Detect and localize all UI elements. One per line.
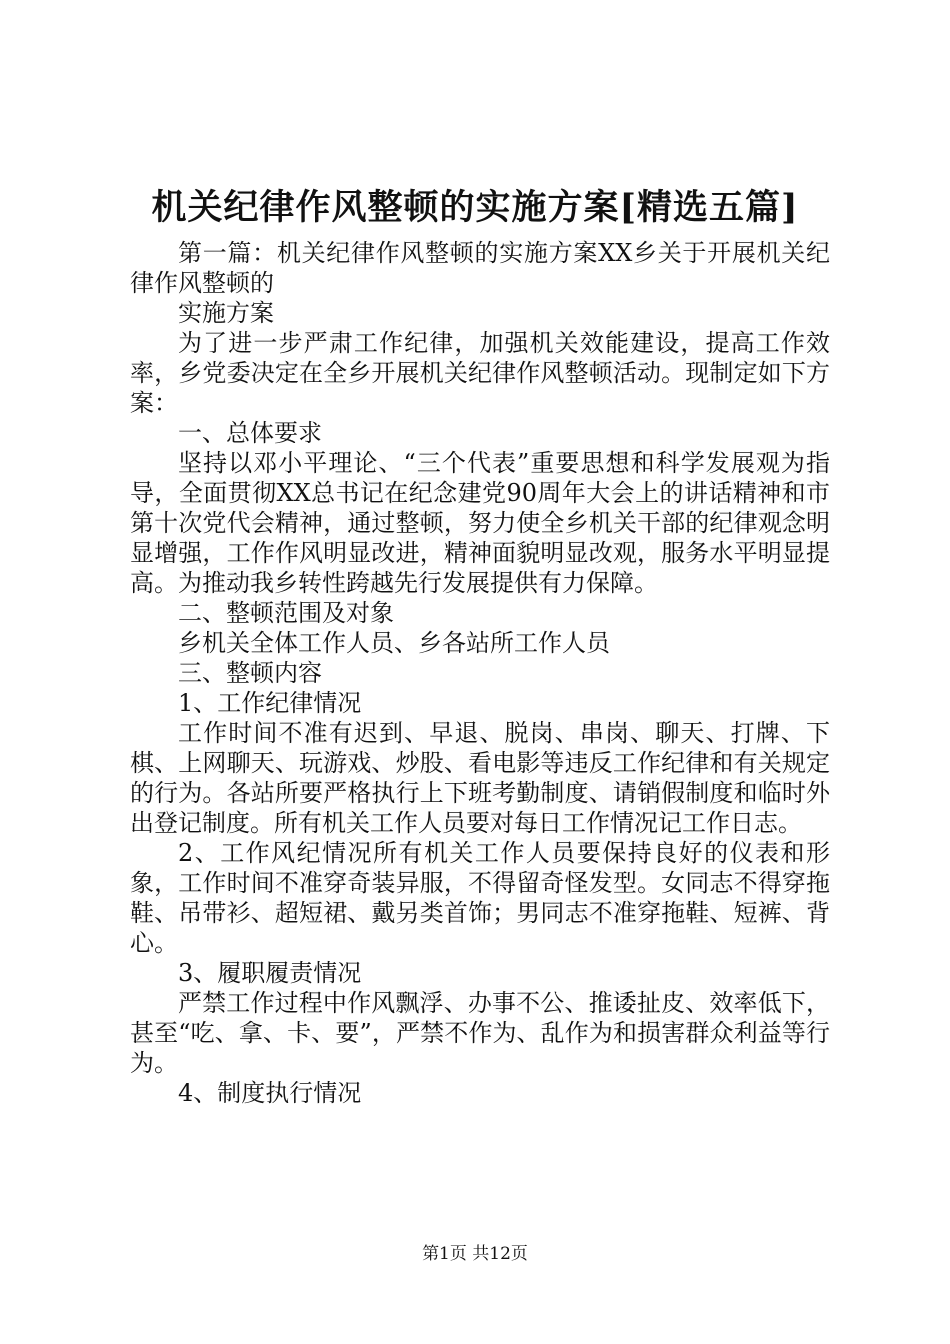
subsection-heading: 3、履职履责情况 xyxy=(178,959,362,987)
paragraph: 乡机关全体工作人员、乡各站所工作人员 xyxy=(178,629,610,657)
paragraph: 坚持以邓小平理论、“三个代表”重要思想和科学发展观为指导，全面贯彻XX总书记在纪念建党90周年大会上的讲话精神和市第十次党代会精神，通过整顿，努力使全乡机关干部的纪律观念明显增强，工作作风明显改进，精神面貌明显改观，服务水平明显提高。为推动我乡转性跨越先行发展提供有力保障。 xyxy=(130,449,830,597)
section-heading: 一、总体要求 xyxy=(178,419,322,447)
paragraph: 第一篇：机关纪律作风整顿的实施方案XX乡关于开展机关纪律作风整顿的 xyxy=(130,239,830,297)
subsection-heading: 1、工作纪律情况 xyxy=(178,689,362,717)
paragraph: 为了进一步严肃工作纪律，加强机关效能建设，提高工作效率，乡党委决定在全乡开展机关纪律作风整顿活动。现制定如下方案： xyxy=(130,329,830,417)
section-heading: 三、整顿内容 xyxy=(178,659,322,687)
document-title: 机关纪律作风整顿的实施方案[精选五篇] xyxy=(151,187,799,228)
paragraph: 2、工作风纪情况所有机关工作人员要保持良好的仪表和形象，工作时间不准穿奇装异服，不得留奇怪发型。女同志不得穿拖鞋、吊带衫、超短裙、戴另类首饰；男同志不准穿拖鞋、短裤、背心。 xyxy=(130,839,830,957)
subsection-heading: 4、制度执行情况 xyxy=(178,1079,362,1107)
page-footer: 第1页 共12页 xyxy=(422,1244,528,1264)
document-body xyxy=(130,238,830,1108)
section-heading: 二、整顿范围及对象 xyxy=(178,599,394,627)
paragraph: 工作时间不准有迟到、早退、脱岗、串岗、聊天、打牌、下棋、上网聊天、玩游戏、炒股、看电影等违反工作纪律和有关规定的行为。各站所要严格执行上下班考勤制度、请销假制度和临时外出登记制度。所有机关工作人员要对每日工作情况记工作日志。 xyxy=(130,719,830,837)
paragraph: 严禁工作过程中作风飘浮、办事不公、推诿扯皮、效率低下，甚至“吃、拿、卡、要”，严禁不作为、乱作为和损害群众利益等行为。 xyxy=(130,989,830,1077)
paragraph: 实施方案 xyxy=(178,299,274,327)
